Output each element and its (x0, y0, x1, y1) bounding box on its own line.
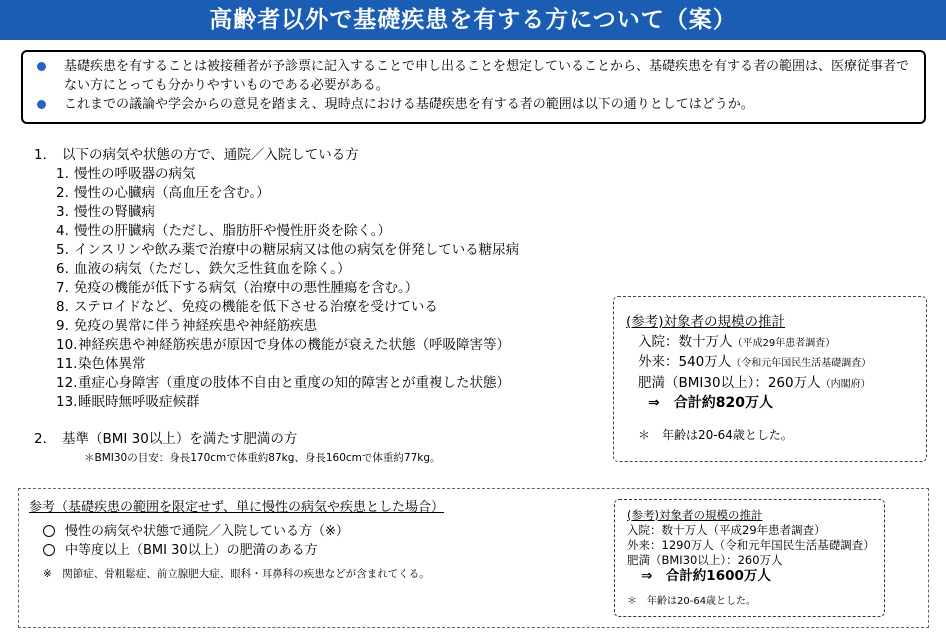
page-title: 高齢者以外で基礎疾患を有する方について（案） (0, 0, 946, 40)
circle-icon (43, 544, 55, 556)
condition-item (56, 165, 614, 184)
summary-box (21, 50, 926, 124)
condition-text: ステロイドなど、免疫の機能を低下させる治療を受けている (74, 299, 438, 315)
condition-number: 9. (56, 318, 69, 334)
section-number: 2. (34, 431, 47, 447)
section-heading-text: 基準（BMI 30以上）を満たす肥満の方 (62, 431, 298, 447)
condition-item (56, 393, 614, 412)
reference-source: （内閣府） (820, 378, 871, 390)
reference-total: ⇒ 合計約1600万人 (641, 568, 771, 584)
reference-source: （令和元年国民生活基礎調査） (731, 358, 872, 369)
section-number: 1. (34, 147, 47, 163)
alternative-item-text: 中等度以上（BMI 30以上）の肥満のある方 (65, 543, 318, 558)
alternative-estimate-box (614, 499, 885, 617)
reference-label: 外来：540万人 (638, 354, 732, 370)
condition-number: 7. (56, 280, 69, 296)
condition-text: インスリンや飲み薬で治療中の糖尿病又は他の病気を併発している糖尿病 (74, 242, 520, 258)
condition-text: 免疫の異常に伴う神経疾患や神経筋疾患 (74, 318, 317, 334)
condition-number: 8. (56, 299, 69, 315)
reference-line (626, 374, 918, 395)
condition-item (56, 241, 614, 260)
condition-item (56, 317, 614, 336)
condition-text: 慢性の呼吸器の病気 (74, 166, 196, 182)
condition-text: 慢性の腎臓病 (74, 204, 155, 220)
summary-text: 基礎疾患を有することは被接種者が予診票に記入することで申し出ることを想定していることから、基礎疾患を有する者の範囲は、医療従事者でない方にとっても分かりやすいものである必要がある。 (64, 59, 910, 93)
reference-title: (参考)対象者の規模の推計 (626, 314, 786, 330)
reference-label: 入院：数十万人 (638, 333, 733, 350)
section-heading-text: 以下の病気や状態の方で、通院／入院している方 (62, 147, 359, 163)
condition-number: 10. (56, 337, 78, 353)
condition-list (56, 165, 614, 412)
condition-number: 12. (56, 375, 78, 391)
alternative-item-text: 慢性の病気や状態で通院／入院している方（※） (65, 524, 349, 539)
criteria-list (34, 146, 614, 466)
condition-number: 2. (56, 185, 69, 201)
reference-note: ＊ 年齢は20-64歳とした。 (627, 596, 757, 607)
condition-text: 慢性の心臓病（高血圧を含む。） (74, 185, 270, 201)
condition-item (56, 279, 614, 298)
condition-number: 5. (56, 242, 69, 258)
summary-item (37, 95, 914, 114)
reference-title: (参考)対象者の規模の推計 (627, 508, 763, 522)
section-1-heading (34, 146, 614, 165)
reference-line (626, 333, 918, 354)
section-2-heading (34, 430, 614, 449)
condition-number: 13. (56, 394, 78, 410)
condition-text: 睡眠時無呼吸症候群 (78, 394, 200, 410)
alternative-title: 参考（基礎疾患の範囲を限定せず、単に慢性の病気や疾患とした場合） (29, 500, 444, 515)
reference-estimate-box (613, 296, 927, 462)
condition-item (56, 260, 614, 279)
condition-number: 11. (56, 356, 78, 372)
condition-item (56, 355, 614, 374)
reference-label: 肥満（BMI30以上）：260万人 (638, 374, 821, 391)
reference-source: （平成29年患者調査） (732, 337, 836, 349)
summary-item (37, 57, 914, 95)
reference-line (626, 353, 918, 374)
condition-item (56, 184, 614, 203)
condition-item (56, 336, 614, 355)
condition-text: 重症心身障害（重度の肢体不自由と重度の知的障害とが重複した状態） (78, 375, 510, 391)
bullet-icon (37, 62, 46, 71)
reference-line: 入院：数十万人（平成29年患者調査） (627, 523, 826, 537)
circle-icon (43, 525, 55, 537)
condition-number: 4. (56, 223, 69, 239)
alternative-note: ※ 関節症、骨粗鬆症、前立腺肥大症、眼科・耳鼻科の疾患などが含まれてくる。 (43, 568, 430, 580)
summary-text: これまでの議論や学会からの意見を踏まえ、現時点における基礎疾患を有する者の範囲は以下の通りとしてはどうか。 (64, 97, 754, 112)
condition-number: 6. (56, 261, 69, 277)
bullet-icon (37, 100, 46, 109)
condition-item (56, 203, 614, 222)
condition-number: 1. (56, 166, 69, 182)
condition-item (56, 298, 614, 317)
reference-line: 外来：1290万人（令和元年国民生活基礎調査） (627, 538, 875, 552)
condition-text: 免疫の機能が低下する病気（治療中の悪性腫瘍を含む。） (74, 280, 419, 296)
condition-text: 神経疾患や神経筋疾患が原因で身体の機能が衰えた状態（呼吸障害等） (78, 337, 510, 353)
condition-text: 慢性の肝臓病（ただし、脂肪肝や慢性肝炎を除く。） (74, 223, 391, 239)
condition-item (56, 374, 614, 393)
reference-line: 肥満（BMI30以上）：260万人 (627, 553, 783, 567)
reference-total: ⇒ 合計約820万人 (648, 395, 773, 411)
bmi-note: ＊BMI30の目安：身長170cmで体重約87kg、身長160cmで体重約77kg。 (84, 452, 441, 464)
condition-item (56, 222, 614, 241)
condition-text: 染色体異常 (78, 356, 146, 372)
condition-text: 血液の病気（ただし、鉄欠乏性貧血を除く。） (74, 261, 351, 277)
condition-number: 3. (56, 204, 69, 220)
reference-note: ＊ 年齢は20-64歳とした。 (638, 427, 793, 442)
